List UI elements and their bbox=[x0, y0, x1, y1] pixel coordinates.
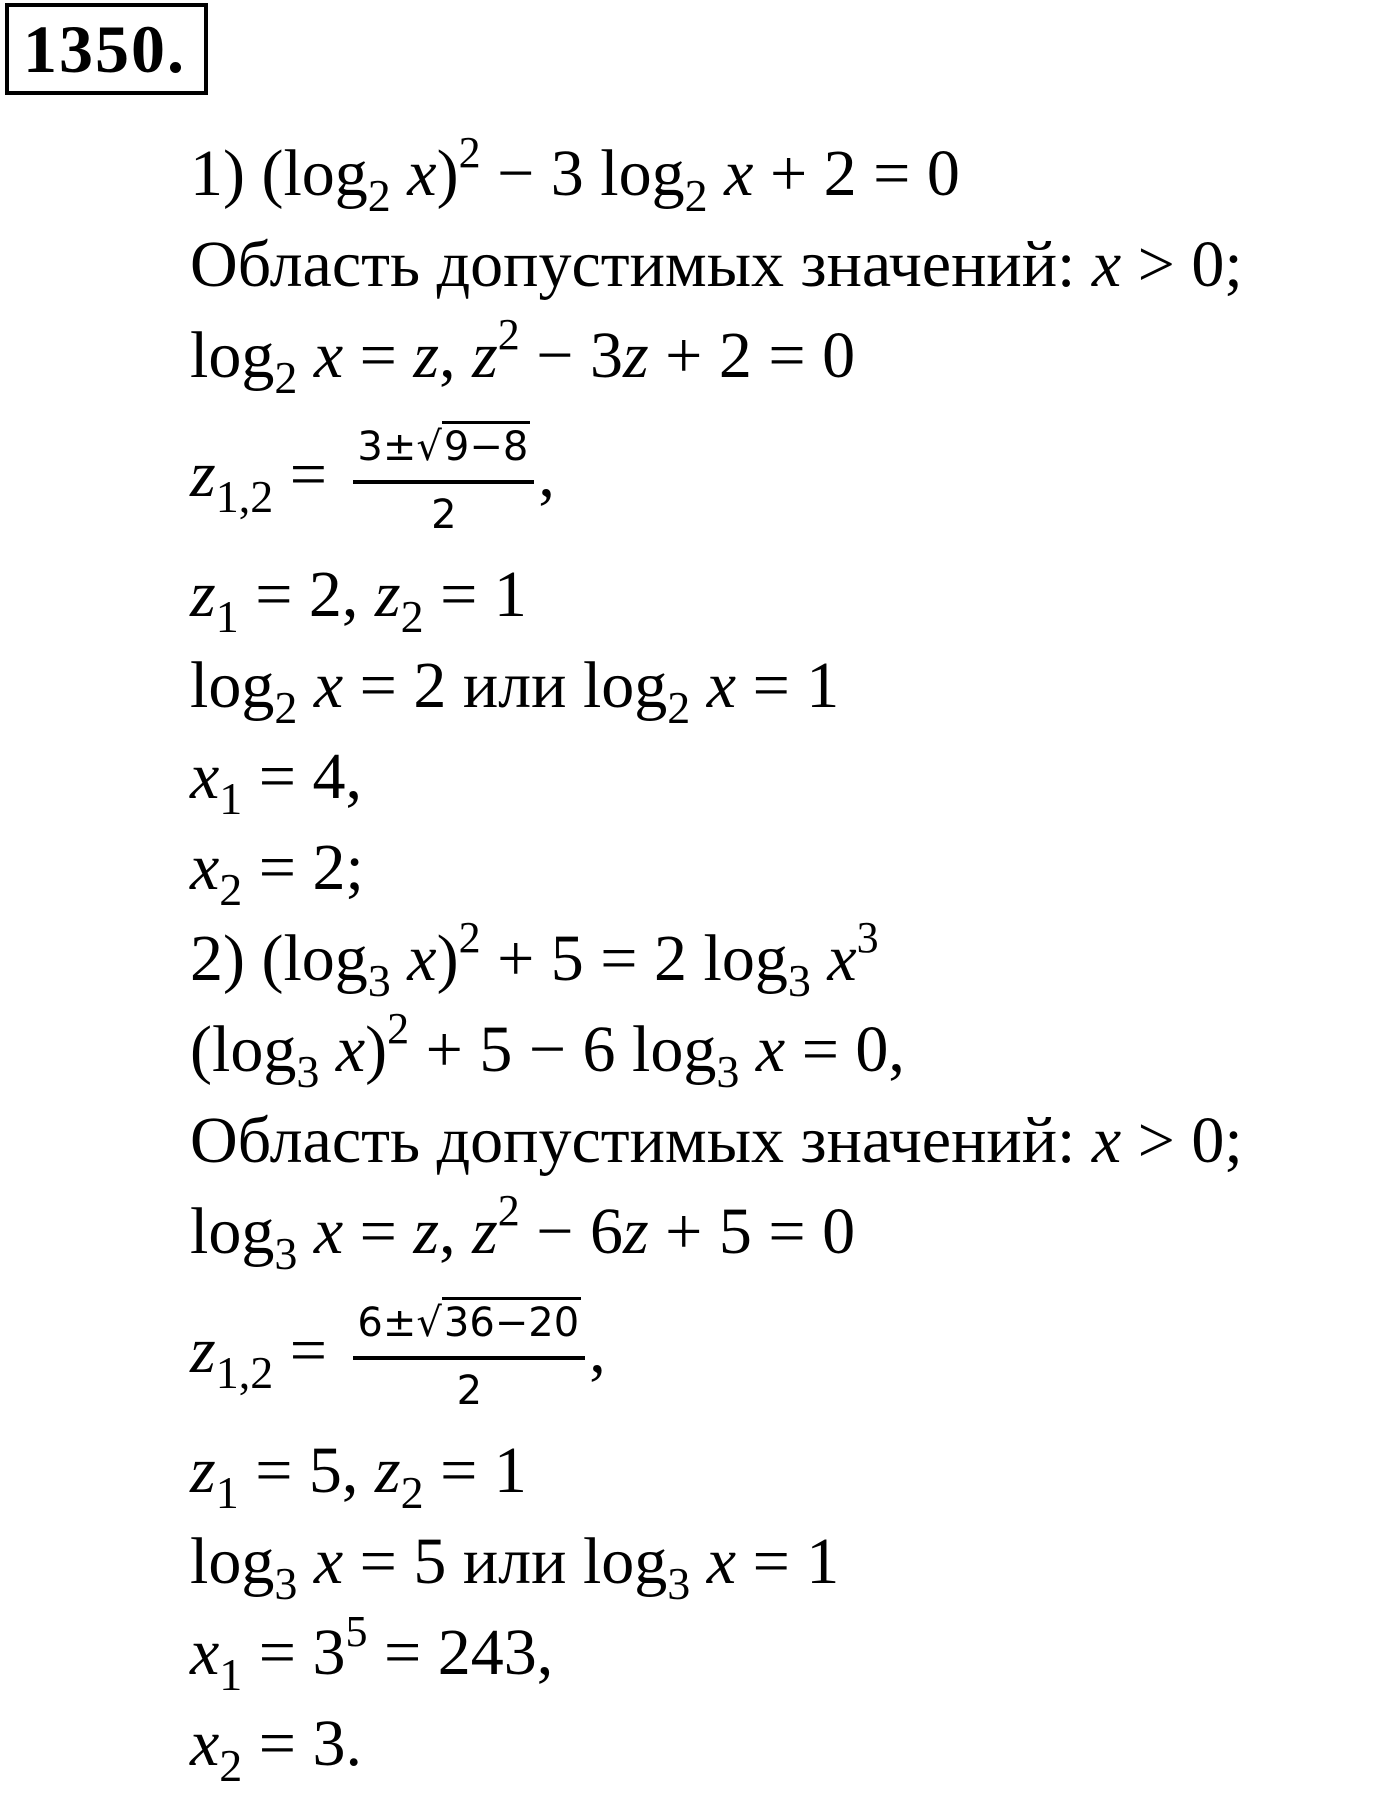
part2-equation: 2) ($\log_3$ x)$^2$ + 5 = 2 $\log_3 x^3$ bbox=[190, 913, 879, 1006]
part2-roots: $z_1 = 5$, $z_2 = 1$ bbox=[190, 1434, 527, 1518]
part1-roots: $z_1 = 2$, $z_2 = 1$ bbox=[190, 558, 527, 642]
fraction: $\frac{6\pm√36-20}{2}$ bbox=[353, 1296, 585, 1418]
part2-domain: Область допустимых значений: x > 0; bbox=[190, 1104, 1243, 1177]
part1-domain: Область допустимых значений: x > 0; bbox=[190, 228, 1243, 301]
part2-roots-formula: $z_{1,2}$ = $\frac{6\pm√36-20}{2}$ , bbox=[190, 1277, 1400, 1425]
problem-number: 1350. bbox=[5, 3, 208, 95]
part1-substitution: $\log_2 x = z$, $z^2 - 3z + 2 = 0$ bbox=[190, 310, 856, 403]
part2-x1: $x_1 = 3^5 = 243$, bbox=[190, 1607, 554, 1700]
part1-x1: $x_1 = 4$, bbox=[190, 740, 363, 824]
part2-x2: $x_2 = 3$. bbox=[190, 1707, 363, 1791]
part1-back-substitution: $\log_2 x = 2$ или $\log_2 x = 1$ bbox=[190, 649, 840, 733]
part2-substitution: $\log_3 x = z$, $z^2 - 6z + 5 = 0$ bbox=[190, 1186, 856, 1279]
part1-equation: 1) ($\log_2$ x)$^2$ − 3 $\log_2 x + 2 = 0$ bbox=[190, 128, 960, 221]
solution bbox=[190, 128, 1400, 1789]
part1-x2: $x_2 = 2$; bbox=[190, 831, 364, 915]
fraction: $\frac{3\pm√9-8}{2}$ bbox=[353, 420, 534, 542]
part2-rearranged: ($\log_3$ x)$^2$ + 5 − 6 $\log_3 x = 0$, bbox=[190, 1004, 905, 1097]
part1-roots-formula: $z_{1,2}$ = $\frac{3\pm√9-8}{2}$ , bbox=[190, 401, 1400, 549]
part2-back-substitution: $\log_3 x = 5$ или $\log_3 x = 1$ bbox=[190, 1525, 840, 1609]
